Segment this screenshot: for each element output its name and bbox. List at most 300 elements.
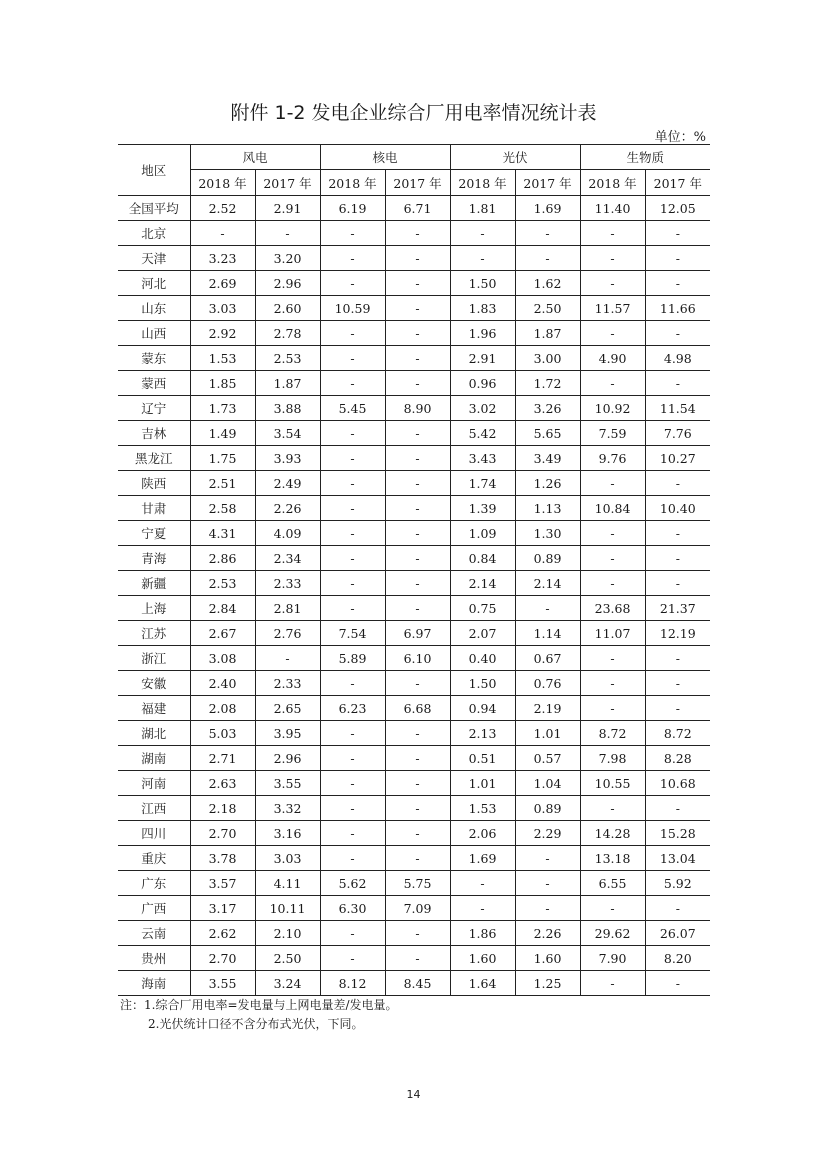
- region-cell: 广西: [118, 896, 190, 921]
- value-cell: 6.23: [320, 696, 385, 721]
- value-cell: -: [385, 571, 450, 596]
- value-cell: 13.04: [645, 846, 710, 871]
- value-cell: 2.70: [190, 946, 255, 971]
- value-cell: 23.68: [580, 596, 645, 621]
- table-row: [118, 271, 710, 296]
- value-cell: -: [320, 246, 385, 271]
- table-row: [118, 721, 710, 746]
- value-cell: -: [320, 921, 385, 946]
- value-cell: 8.90: [385, 396, 450, 421]
- year-header: 2018 年: [450, 170, 515, 196]
- table-row: [118, 246, 710, 271]
- value-cell: 2.70: [190, 821, 255, 846]
- year-header: 2017 年: [385, 170, 450, 196]
- value-cell: 10.84: [580, 496, 645, 521]
- value-cell: -: [385, 546, 450, 571]
- value-cell: -: [450, 896, 515, 921]
- region-cell: 广东: [118, 871, 190, 896]
- year-header: 2017 年: [645, 170, 710, 196]
- region-cell: 山西: [118, 321, 190, 346]
- value-cell: 2.51: [190, 471, 255, 496]
- value-cell: 11.07: [580, 621, 645, 646]
- value-cell: -: [320, 221, 385, 246]
- value-cell: 4.98: [645, 346, 710, 371]
- value-cell: 1.50: [450, 671, 515, 696]
- value-cell: 6.97: [385, 621, 450, 646]
- value-cell: 1.62: [515, 271, 580, 296]
- group-header-wind: 风电: [190, 145, 320, 170]
- value-cell: 2.33: [255, 571, 320, 596]
- value-cell: 1.26: [515, 471, 580, 496]
- value-cell: 3.08: [190, 646, 255, 671]
- table-title: 附件 1-2 发电企业综合厂用电率情况统计表: [230, 102, 597, 124]
- value-cell: 1.69: [450, 846, 515, 871]
- region-cell: 天津: [118, 246, 190, 271]
- value-cell: -: [515, 221, 580, 246]
- notes: [120, 996, 398, 1034]
- table-body: [118, 196, 710, 996]
- value-cell: -: [255, 646, 320, 671]
- table-row: [118, 646, 710, 671]
- value-cell: 3.16: [255, 821, 320, 846]
- value-cell: -: [645, 246, 710, 271]
- value-cell: -: [580, 521, 645, 546]
- region-cell: 江苏: [118, 621, 190, 646]
- value-cell: 1.14: [515, 621, 580, 646]
- value-cell: 0.89: [515, 546, 580, 571]
- region-cell: 安徽: [118, 671, 190, 696]
- year-header: 2018 年: [320, 170, 385, 196]
- value-cell: -: [320, 471, 385, 496]
- value-cell: 1.01: [515, 721, 580, 746]
- value-cell: 2.26: [515, 921, 580, 946]
- value-cell: -: [645, 646, 710, 671]
- value-cell: 1.87: [515, 321, 580, 346]
- value-cell: -: [645, 971, 710, 996]
- value-cell: -: [320, 321, 385, 346]
- table-row: [118, 921, 710, 946]
- value-cell: -: [580, 646, 645, 671]
- value-cell: -: [580, 271, 645, 296]
- value-cell: 2.63: [190, 771, 255, 796]
- region-cell: 海南: [118, 971, 190, 996]
- value-cell: 5.62: [320, 871, 385, 896]
- value-cell: -: [385, 271, 450, 296]
- region-cell: 黑龙江: [118, 446, 190, 471]
- value-cell: 4.09: [255, 521, 320, 546]
- value-cell: 3.54: [255, 421, 320, 446]
- value-cell: 3.95: [255, 721, 320, 746]
- region-cell: 辽宁: [118, 396, 190, 421]
- value-cell: 5.42: [450, 421, 515, 446]
- value-cell: 1.72: [515, 371, 580, 396]
- region-cell: 河南: [118, 771, 190, 796]
- value-cell: 11.54: [645, 396, 710, 421]
- value-cell: -: [515, 596, 580, 621]
- region-cell: 甘肃: [118, 496, 190, 521]
- value-cell: -: [320, 446, 385, 471]
- table-row: [118, 521, 710, 546]
- value-cell: 3.57: [190, 871, 255, 896]
- value-cell: 10.92: [580, 396, 645, 421]
- table-row: [118, 621, 710, 646]
- value-cell: 6.10: [385, 646, 450, 671]
- value-cell: 6.71: [385, 196, 450, 221]
- value-cell: -: [385, 246, 450, 271]
- value-cell: 7.09: [385, 896, 450, 921]
- value-cell: 2.08: [190, 696, 255, 721]
- region-cell: 江西: [118, 796, 190, 821]
- value-cell: 2.81: [255, 596, 320, 621]
- region-cell: 北京: [118, 221, 190, 246]
- statistics-table: [118, 144, 710, 996]
- value-cell: -: [320, 821, 385, 846]
- region-cell: 上海: [118, 596, 190, 621]
- value-cell: 0.57: [515, 746, 580, 771]
- value-cell: 1.96: [450, 321, 515, 346]
- note-1: 注：1.综合厂用电率=发电量与上网电量差/发电量。: [120, 998, 398, 1012]
- value-cell: 8.72: [580, 721, 645, 746]
- value-cell: 1.25: [515, 971, 580, 996]
- value-cell: 1.53: [450, 796, 515, 821]
- value-cell: -: [645, 571, 710, 596]
- value-cell: -: [580, 971, 645, 996]
- value-cell: 5.75: [385, 871, 450, 896]
- value-cell: -: [580, 471, 645, 496]
- value-cell: 10.27: [645, 446, 710, 471]
- value-cell: 8.12: [320, 971, 385, 996]
- value-cell: 10.68: [645, 771, 710, 796]
- value-cell: -: [255, 221, 320, 246]
- value-cell: 1.83: [450, 296, 515, 321]
- table-row: [118, 196, 710, 221]
- value-cell: 2.91: [255, 196, 320, 221]
- value-cell: 1.85: [190, 371, 255, 396]
- value-cell: 3.24: [255, 971, 320, 996]
- value-cell: 3.03: [255, 846, 320, 871]
- value-cell: 15.28: [645, 821, 710, 846]
- table-row: [118, 946, 710, 971]
- value-cell: 3.20: [255, 246, 320, 271]
- value-cell: 5.03: [190, 721, 255, 746]
- value-cell: 0.67: [515, 646, 580, 671]
- value-cell: -: [385, 321, 450, 346]
- value-cell: 7.90: [580, 946, 645, 971]
- value-cell: 1.64: [450, 971, 515, 996]
- value-cell: -: [580, 671, 645, 696]
- region-cell: 重庆: [118, 846, 190, 871]
- value-cell: -: [385, 596, 450, 621]
- value-cell: -: [385, 796, 450, 821]
- value-cell: -: [385, 496, 450, 521]
- region-cell: 贵州: [118, 946, 190, 971]
- value-cell: 7.98: [580, 746, 645, 771]
- value-cell: 2.50: [515, 296, 580, 321]
- value-cell: 5.45: [320, 396, 385, 421]
- table-row: [118, 371, 710, 396]
- value-cell: 6.30: [320, 896, 385, 921]
- value-cell: -: [450, 871, 515, 896]
- value-cell: 2.52: [190, 196, 255, 221]
- value-cell: 2.19: [515, 696, 580, 721]
- region-cell: 四川: [118, 821, 190, 846]
- value-cell: -: [645, 521, 710, 546]
- value-cell: -: [580, 371, 645, 396]
- value-cell: 1.04: [515, 771, 580, 796]
- value-cell: -: [450, 246, 515, 271]
- value-cell: -: [645, 696, 710, 721]
- value-cell: 12.05: [645, 196, 710, 221]
- value-cell: 5.65: [515, 421, 580, 446]
- region-cell: 浙江: [118, 646, 190, 671]
- value-cell: -: [320, 546, 385, 571]
- year-header: 2017 年: [515, 170, 580, 196]
- value-cell: 8.28: [645, 746, 710, 771]
- value-cell: 3.26: [515, 396, 580, 421]
- value-cell: 2.58: [190, 496, 255, 521]
- value-cell: -: [385, 746, 450, 771]
- table-row: [118, 971, 710, 996]
- value-cell: 8.20: [645, 946, 710, 971]
- value-cell: 2.65: [255, 696, 320, 721]
- value-cell: 2.07: [450, 621, 515, 646]
- value-cell: 1.13: [515, 496, 580, 521]
- value-cell: -: [580, 696, 645, 721]
- value-cell: -: [320, 671, 385, 696]
- table-row: [118, 771, 710, 796]
- value-cell: 3.23: [190, 246, 255, 271]
- group-header-nuclear: 核电: [320, 145, 450, 170]
- value-cell: 1.86: [450, 921, 515, 946]
- value-cell: 2.78: [255, 321, 320, 346]
- value-cell: -: [515, 246, 580, 271]
- table-row: [118, 671, 710, 696]
- value-cell: 0.76: [515, 671, 580, 696]
- year-header: 2018 年: [580, 170, 645, 196]
- value-cell: 13.18: [580, 846, 645, 871]
- value-cell: -: [320, 571, 385, 596]
- value-cell: -: [385, 946, 450, 971]
- value-cell: 1.81: [450, 196, 515, 221]
- value-cell: 29.62: [580, 921, 645, 946]
- table-row: [118, 496, 710, 521]
- value-cell: 2.96: [255, 271, 320, 296]
- value-cell: 4.11: [255, 871, 320, 896]
- value-cell: 8.72: [645, 721, 710, 746]
- value-cell: 2.67: [190, 621, 255, 646]
- value-cell: 3.17: [190, 896, 255, 921]
- value-cell: 0.96: [450, 371, 515, 396]
- value-cell: 2.62: [190, 921, 255, 946]
- value-cell: -: [515, 896, 580, 921]
- value-cell: -: [385, 371, 450, 396]
- value-cell: 6.68: [385, 696, 450, 721]
- value-cell: -: [645, 371, 710, 396]
- value-cell: -: [385, 671, 450, 696]
- value-cell: -: [385, 446, 450, 471]
- value-cell: 2.49: [255, 471, 320, 496]
- value-cell: 4.90: [580, 346, 645, 371]
- value-cell: 2.34: [255, 546, 320, 571]
- table-row: [118, 346, 710, 371]
- region-cell: 湖南: [118, 746, 190, 771]
- value-cell: -: [645, 546, 710, 571]
- value-cell: 3.03: [190, 296, 255, 321]
- note-2: 2.光伏统计口径不含分布式光伏，下同。: [148, 1017, 364, 1031]
- table-row: [118, 896, 710, 921]
- table-row: [118, 296, 710, 321]
- value-cell: 0.84: [450, 546, 515, 571]
- value-cell: -: [320, 271, 385, 296]
- value-cell: -: [515, 846, 580, 871]
- region-header: 地区: [118, 145, 190, 196]
- value-cell: -: [580, 546, 645, 571]
- value-cell: -: [645, 221, 710, 246]
- value-cell: -: [385, 521, 450, 546]
- value-cell: 21.37: [645, 596, 710, 621]
- value-cell: -: [580, 571, 645, 596]
- value-cell: -: [385, 821, 450, 846]
- table-row: [118, 796, 710, 821]
- region-cell: 云南: [118, 921, 190, 946]
- table-row: [118, 846, 710, 871]
- region-cell: 吉林: [118, 421, 190, 446]
- value-cell: 26.07: [645, 921, 710, 946]
- value-cell: -: [320, 846, 385, 871]
- region-cell: 山东: [118, 296, 190, 321]
- value-cell: 14.28: [580, 821, 645, 846]
- group-header-biomass: 生物质: [580, 145, 710, 170]
- value-cell: 3.02: [450, 396, 515, 421]
- value-cell: -: [645, 671, 710, 696]
- value-cell: -: [190, 221, 255, 246]
- value-cell: -: [385, 296, 450, 321]
- table-row: [118, 871, 710, 896]
- table-row: [118, 221, 710, 246]
- value-cell: 3.32: [255, 796, 320, 821]
- value-cell: 1.74: [450, 471, 515, 496]
- value-cell: -: [580, 896, 645, 921]
- value-cell: 0.94: [450, 696, 515, 721]
- table-row: [118, 596, 710, 621]
- value-cell: 1.39: [450, 496, 515, 521]
- value-cell: -: [645, 796, 710, 821]
- value-cell: 9.76: [580, 446, 645, 471]
- value-cell: -: [580, 796, 645, 821]
- value-cell: -: [385, 721, 450, 746]
- value-cell: 6.19: [320, 196, 385, 221]
- value-cell: -: [320, 496, 385, 521]
- value-cell: 3.55: [255, 771, 320, 796]
- value-cell: 1.69: [515, 196, 580, 221]
- value-cell: 11.57: [580, 296, 645, 321]
- value-cell: 2.60: [255, 296, 320, 321]
- value-cell: -: [320, 346, 385, 371]
- value-cell: 3.49: [515, 446, 580, 471]
- value-cell: -: [320, 796, 385, 821]
- value-cell: 1.60: [450, 946, 515, 971]
- value-cell: 3.00: [515, 346, 580, 371]
- table-row: [118, 446, 710, 471]
- value-cell: 1.01: [450, 771, 515, 796]
- year-header: 2018 年: [190, 170, 255, 196]
- value-cell: 2.69: [190, 271, 255, 296]
- value-cell: -: [385, 921, 450, 946]
- value-cell: -: [385, 221, 450, 246]
- value-cell: 2.14: [450, 571, 515, 596]
- value-cell: 2.13: [450, 721, 515, 746]
- value-cell: 1.09: [450, 521, 515, 546]
- value-cell: 2.91: [450, 346, 515, 371]
- value-cell: 2.86: [190, 546, 255, 571]
- value-cell: -: [320, 371, 385, 396]
- table-row: [118, 821, 710, 846]
- table-row: [118, 321, 710, 346]
- value-cell: 3.93: [255, 446, 320, 471]
- table-row: [118, 696, 710, 721]
- header-row-years: [118, 170, 710, 196]
- value-cell: 2.10: [255, 921, 320, 946]
- region-cell: 福建: [118, 696, 190, 721]
- value-cell: 7.76: [645, 421, 710, 446]
- value-cell: -: [320, 721, 385, 746]
- region-cell: 青海: [118, 546, 190, 571]
- value-cell: 1.53: [190, 346, 255, 371]
- value-cell: 0.40: [450, 646, 515, 671]
- value-cell: 1.73: [190, 396, 255, 421]
- value-cell: -: [320, 421, 385, 446]
- value-cell: 2.53: [255, 346, 320, 371]
- value-cell: 2.71: [190, 746, 255, 771]
- table-row: [118, 471, 710, 496]
- value-cell: 10.59: [320, 296, 385, 321]
- value-cell: 7.54: [320, 621, 385, 646]
- value-cell: 2.29: [515, 821, 580, 846]
- region-cell: 全国平均: [118, 196, 190, 221]
- value-cell: 2.33: [255, 671, 320, 696]
- region-cell: 蒙西: [118, 371, 190, 396]
- value-cell: 4.31: [190, 521, 255, 546]
- table-row: [118, 421, 710, 446]
- value-cell: 3.55: [190, 971, 255, 996]
- value-cell: 2.53: [190, 571, 255, 596]
- year-header: 2017 年: [255, 170, 320, 196]
- value-cell: 2.14: [515, 571, 580, 596]
- value-cell: 2.18: [190, 796, 255, 821]
- value-cell: -: [320, 521, 385, 546]
- value-cell: -: [320, 746, 385, 771]
- value-cell: 2.96: [255, 746, 320, 771]
- value-cell: -: [320, 946, 385, 971]
- value-cell: 2.50: [255, 946, 320, 971]
- value-cell: 10.11: [255, 896, 320, 921]
- unit-label: 单位：%: [654, 130, 706, 145]
- table-row: [118, 571, 710, 596]
- value-cell: -: [645, 321, 710, 346]
- value-cell: 1.87: [255, 371, 320, 396]
- page-number: 14: [406, 1088, 421, 1101]
- value-cell: 5.89: [320, 646, 385, 671]
- value-cell: -: [580, 221, 645, 246]
- group-header-solar: 光伏: [450, 145, 580, 170]
- value-cell: 11.66: [645, 296, 710, 321]
- table-row: [118, 746, 710, 771]
- value-cell: 1.50: [450, 271, 515, 296]
- value-cell: 0.89: [515, 796, 580, 821]
- value-cell: 3.78: [190, 846, 255, 871]
- value-cell: -: [580, 246, 645, 271]
- value-cell: -: [385, 846, 450, 871]
